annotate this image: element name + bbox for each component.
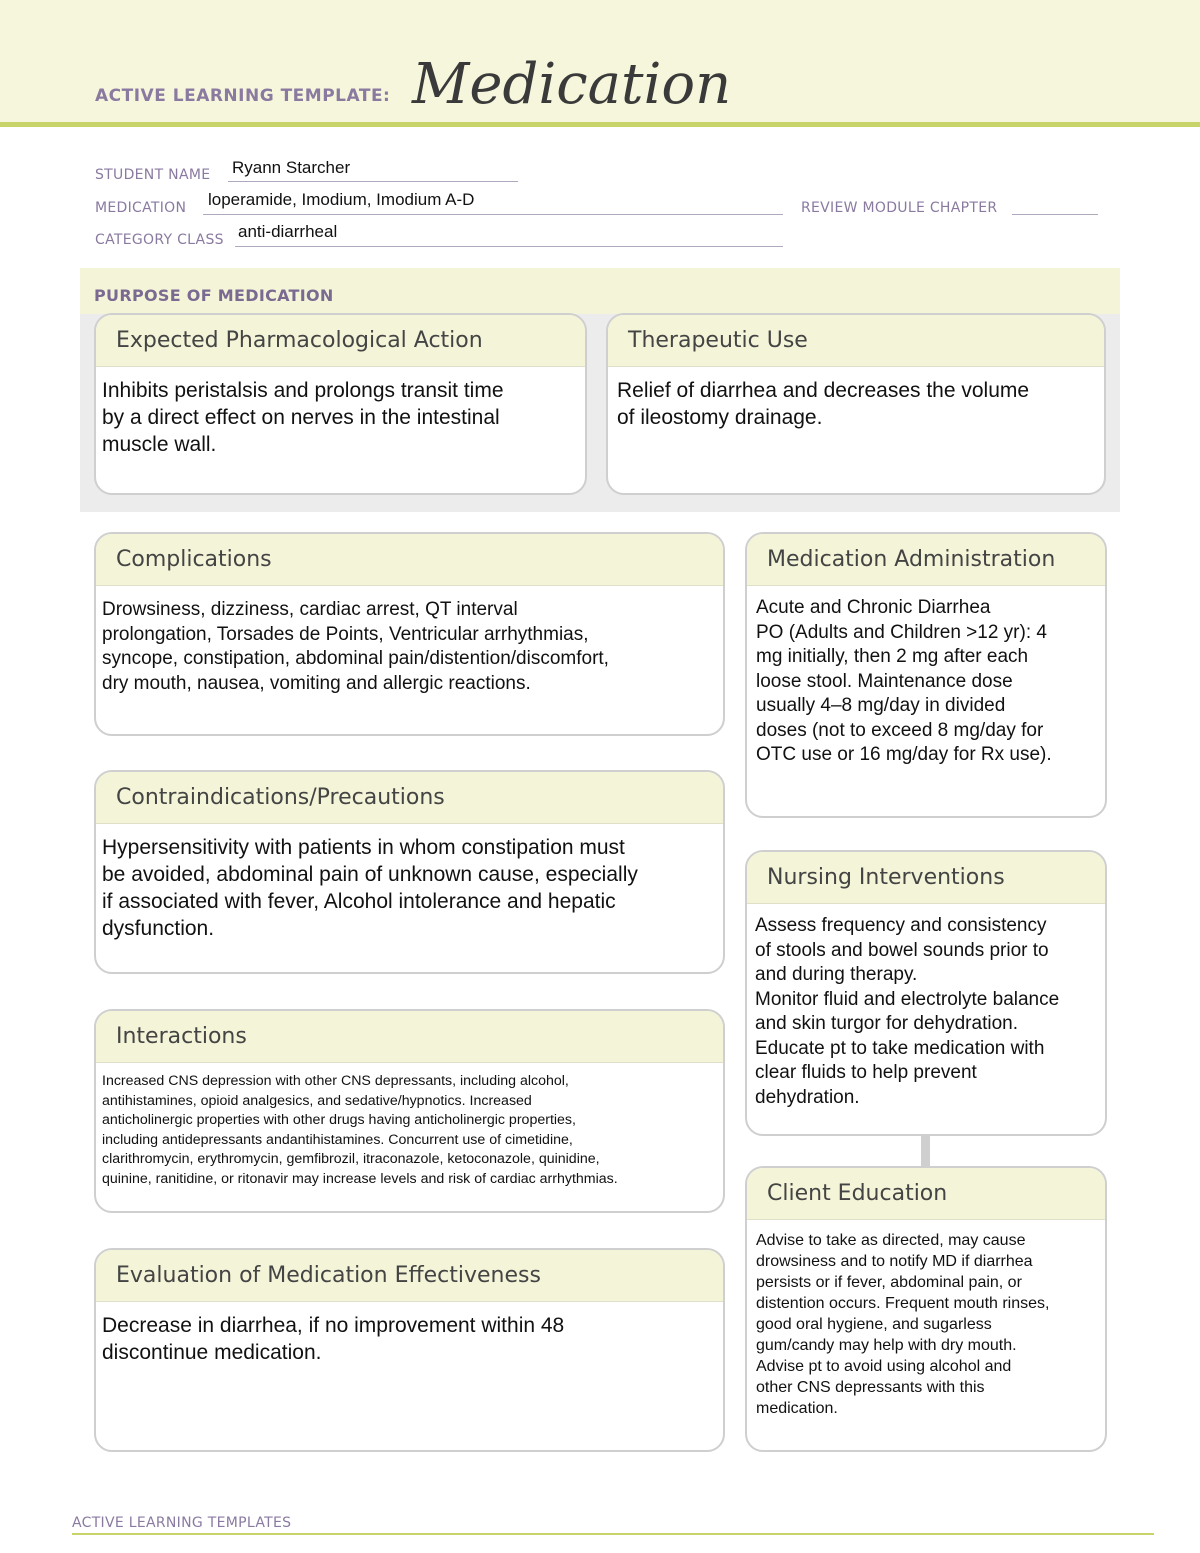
category-class-line — [235, 246, 783, 247]
nursing-interventions-card — [745, 850, 1107, 1136]
category-class-row — [95, 231, 224, 248]
complications-title: Complications — [96, 534, 723, 586]
header-label: ACTIVE LEARNING TEMPLATE: — [95, 86, 391, 106]
interactions-body[interactable]: Increased CNS depression with other CNS depressants, including alcohol, antihistamines, opioid analgesics, and sedative/hypnotics. Increased anticholinergic properties with other drugs having anticholinergic properties, including antidepressants andantihistamines. Concurrent use of cimetidine, clarithromycin, erythromycin, gemfibrozil, itraconazole, ketoconazole, quinidine, quinine, ranitidine, or ritonavir may increase levels and risk of cardiac arrhythmias. — [102, 1073, 618, 1187]
student-name-value[interactable]: Ryann Starcher — [232, 158, 351, 177]
category-class-value[interactable]: anti-diarrheal — [238, 222, 338, 241]
footer-rule — [72, 1533, 1154, 1535]
nursing-interventions-title: Nursing Interventions — [747, 852, 1105, 904]
therapeutic-use-card — [606, 313, 1106, 495]
contraindications-body[interactable]: Hypersensitivity with patients in whom constipation must be avoided, abdominal pain of unknown cause, especially if associated with fever, Alcohol intolerance and hepatic dysfunction. — [102, 836, 638, 940]
complications-card — [94, 532, 725, 736]
interactions-card — [94, 1009, 725, 1213]
therapeutic-use-body[interactable]: Relief of diarrhea and decreases the volume of ileostomy drainage. — [617, 379, 1030, 429]
therapeutic-use-title: Therapeutic Use — [608, 315, 1104, 367]
expected-action-body[interactable]: Inhibits peristalsis and prolongs transit time by a direct effect on nerves in the intestinal muscle wall. — [102, 379, 504, 456]
footer-label: ACTIVE LEARNING TEMPLATES — [72, 1515, 292, 1531]
evaluation-card — [94, 1248, 725, 1452]
medication-administration-title: Medication Administration — [747, 534, 1105, 586]
purpose-label: PURPOSE OF MEDICATION — [94, 286, 334, 305]
category-class-label: CATEGORY CLASS — [95, 232, 224, 248]
expected-action-title: Expected Pharmacological Action — [96, 315, 585, 367]
evaluation-body[interactable]: Decrease in diarrhea, if no improvement within 48 discontinue medication. — [102, 1314, 565, 1364]
review-module-row — [801, 199, 997, 216]
contraindications-title: Contraindications/Precautions — [96, 772, 723, 824]
nursing-interventions-body[interactable]: Assess frequency and consistency of stools and bowel sounds prior to and during therapy. Monitor fluid and electrolyte balance and skin turgor for dehydration. Educate pt to take medication with clear fluids to help prevent dehydration. — [755, 915, 1060, 1108]
student-name-line — [228, 181, 518, 182]
student-name-label: STUDENT NAME — [95, 167, 211, 183]
interactions-title: Interactions — [96, 1011, 723, 1063]
medication-administration-card — [745, 532, 1107, 818]
medication-row — [95, 199, 186, 216]
client-education-title: Client Education — [747, 1168, 1105, 1220]
medication-value[interactable]: loperamide, Imodium, Imodium A-D — [208, 190, 475, 209]
card-connector — [921, 1136, 930, 1166]
review-module-line[interactable] — [1012, 214, 1098, 215]
evaluation-title: Evaluation of Medication Effectiveness — [96, 1250, 723, 1302]
expected-action-card — [94, 313, 587, 495]
review-module-label: REVIEW MODULE CHAPTER — [801, 200, 998, 216]
page-title: Medication — [412, 52, 732, 117]
medication-administration-body[interactable]: Acute and Chronic Diarrhea PO (Adults and Children >12 yr): 4 mg initially, then 2 mg after each loose stool. Maintenance dose usually 4–8 mg/day in divided doses (not to exceed 8 mg/day for OTC use or 16 mg/day for Rx use). — [756, 597, 1052, 765]
medication-line — [203, 214, 783, 215]
header-rule — [0, 122, 1200, 127]
contraindications-card — [94, 770, 725, 974]
complications-body[interactable]: Drowsiness, dizziness, cardiac arrest, QT interval prolongation, Torsades de Points, Ventricular arrhythmias, syncope, constipation, abdominal pain/distention/discomfort, dry mouth, nausea, vomiting and allergic reactions. — [102, 599, 609, 694]
client-education-card — [745, 1166, 1107, 1452]
client-education-body[interactable]: Advise to take as directed, may cause drowsiness and to notify MD if diarrhea persists or if fever, abdominal pain, or distention occurs. Frequent mouth rinses, good oral hygiene, and sugarless gum/candy may help with dry mouth. Advise pt to avoid using alcohol and other CNS depressants with this medication. — [756, 1232, 1050, 1417]
student-name-row — [95, 166, 210, 183]
medication-label: MEDICATION — [95, 200, 187, 216]
